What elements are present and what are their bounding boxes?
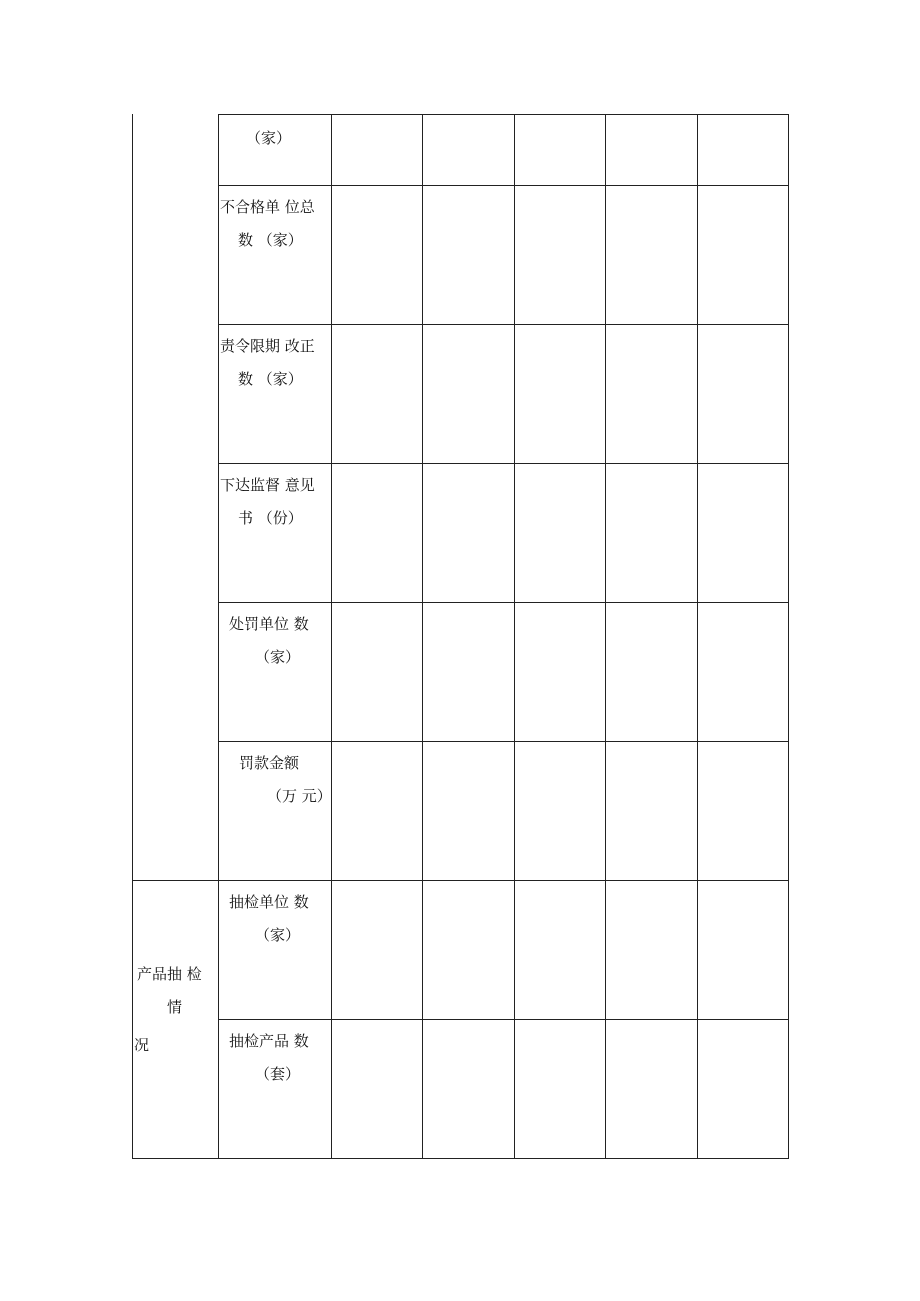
table-divider-col2 bbox=[331, 114, 332, 1159]
section-label-line3: 况 bbox=[134, 1036, 150, 1054]
row-label-line2: 数 （家） bbox=[238, 370, 303, 388]
row-label-line1: 处罚单位 数 bbox=[229, 615, 309, 633]
table-divider-col5 bbox=[605, 114, 606, 1159]
section-label-line2: 情 bbox=[167, 998, 183, 1016]
row-divider bbox=[218, 602, 789, 603]
table-left-border bbox=[132, 114, 133, 1159]
row-divider bbox=[218, 1019, 789, 1020]
row-divider bbox=[218, 463, 789, 464]
table-bottom-border bbox=[132, 1158, 789, 1159]
row-divider bbox=[218, 324, 789, 325]
row-label-line1: 罚款金额 bbox=[239, 754, 300, 772]
row-label-line2: （家） bbox=[246, 129, 292, 147]
table-right-border bbox=[788, 114, 789, 1159]
row-label-line1: 责令限期 改正 bbox=[220, 337, 315, 355]
row-label-line1: 下达监督 意见 bbox=[220, 476, 315, 494]
row-label-line2: （家） bbox=[255, 648, 301, 666]
table-divider-col4 bbox=[514, 114, 515, 1159]
row-label-line2: 数 （家） bbox=[238, 231, 303, 249]
row-label-line2: 书 （份） bbox=[238, 509, 303, 527]
table-top-border bbox=[218, 114, 789, 115]
table-divider-col1 bbox=[218, 114, 219, 1159]
row-divider bbox=[218, 185, 789, 186]
row-label-line1: 抽检单位 数 bbox=[229, 893, 309, 911]
table-divider-col3 bbox=[422, 114, 423, 1159]
row-label-line1: 抽检产品 数 bbox=[229, 1032, 309, 1050]
row-label-line2: （家） bbox=[255, 926, 301, 944]
section-divider bbox=[132, 880, 789, 881]
row-label-line1: 不合格单 位总 bbox=[220, 198, 315, 216]
row-label-line2: （万 元） bbox=[267, 787, 332, 805]
row-divider bbox=[218, 741, 789, 742]
row-label-line2: （套） bbox=[255, 1065, 301, 1083]
section-label-line1: 产品抽 检 bbox=[137, 965, 202, 983]
table-divider-col6 bbox=[697, 114, 698, 1159]
